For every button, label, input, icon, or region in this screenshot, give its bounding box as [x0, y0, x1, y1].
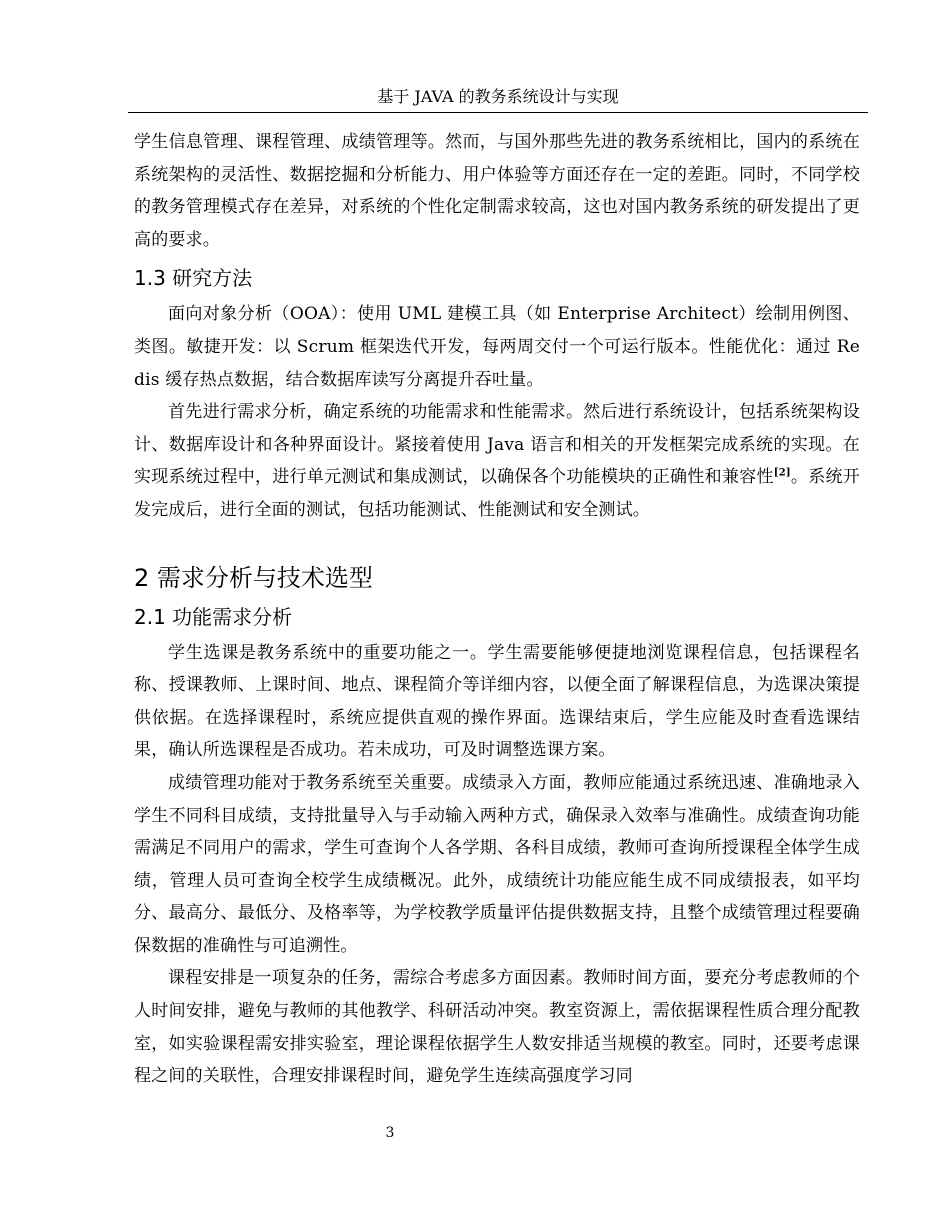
document-body: [134, 126, 860, 1093]
paragraph-text: 首先进行需求分析，确定系统的功能需求和性能需求。然后进行系统设计，包括系统架构设计、数据库设计和各种界面设计。紧接着使用 Java 语言和相关的开发框架完成系统的实现。在实现系统过程中，进行单元测试和集成测试，以确保各个功能模块的正确性和兼容性: [134, 402, 860, 488]
section-heading-1-3: 1.3 研究方法: [134, 266, 253, 291]
running-title: 基于 JAVA 的教务系统设计与实现: [377, 87, 619, 106]
citation-reference[interactable]: [2]: [773, 467, 791, 479]
paragraph-text: 。系统开发完成后，进行全面的测试，包括功能测试、性能测试和安全测试。: [134, 467, 860, 520]
chapter-heading-2: 2 需求分析与技术选型: [134, 563, 373, 592]
functional-requirements-paragraph-3: 课程安排是一项复杂的任务，需综合考虑多方面因素。教师时间方面，要充分考虑教师的个人时间安排，避免与教师的其他教学、科研活动冲突。教室资源上，需依据课程性质合理分配教室，如实验课程需安排实验室，理论课程依据学生人数安排适当规模的教室。同时，还要考虑课程之间的关联性，合理安排课程时间，避免学生连续高强度学习同: [134, 968, 860, 1087]
functional-requirements-paragraph-2: 成绩管理功能对于教务系统至关重要。成绩录入方面，教师应能通过系统迅速、准确地录入学生不同科目成绩，支持批量导入与手动输入两种方式，确保录入效率与准确性。成绩查询功能需满足不同用户的需求，学生可查询个人各学期、各科目成绩，教师可查询所授课程全体学生成绩，管理人员可查询全校学生成绩概况。此外，成绩统计功能应能生成不同成绩报表，如平均分、最高分、最低分、及格率等，为学校教学质量评估提供数据支持，且整个成绩管理过程要确保数据的准确性与可追溯性。: [134, 772, 860, 956]
page-number: 3: [385, 1125, 395, 1141]
research-methods-paragraph-2: [134, 396, 860, 526]
section-heading-2-1: 2.1 功能需求分析: [134, 604, 293, 629]
functional-requirements-paragraph-1: 学生选课是教务系统中的重要功能之一。学生需要能够便捷地浏览课程信息，包括课程名称、授课教师、上课时间、地点、课程简介等详细内容，以便全面了解课程信息，为选课决策提供依据。在选择课程时，系统应提供直观的操作界面。选课结束后，学生应能及时查看选课结果，确认所选课程是否成功。若未成功，可及时调整选课方案。: [134, 642, 860, 761]
intro-paragraph: 学生信息管理、课程管理、成绩管理等。然而，与国外那些先进的教务系统相比，国内的系统在系统架构的灵活性、数据挖掘和分析能力、用户体验等方面还存在一定的差距。同时，不同学校的教务管理模式存在差异，对系统的个性化定制需求较高，这也对国内教务系统的研发提出了更高的要求。: [134, 132, 860, 250]
page-header: [128, 86, 868, 113]
research-methods-paragraph-1: 面向对象分析（OOA）：使用 UML 建模工具（如 Enterprise Architect）绘制用例图、类图。敏捷开发：以 Scrum 框架迭代开发，每两周交付一个可运行版本。性能优化：通过 Redis 缓存热点数据，结合数据库读写分离提升吞吐量。: [134, 304, 860, 390]
